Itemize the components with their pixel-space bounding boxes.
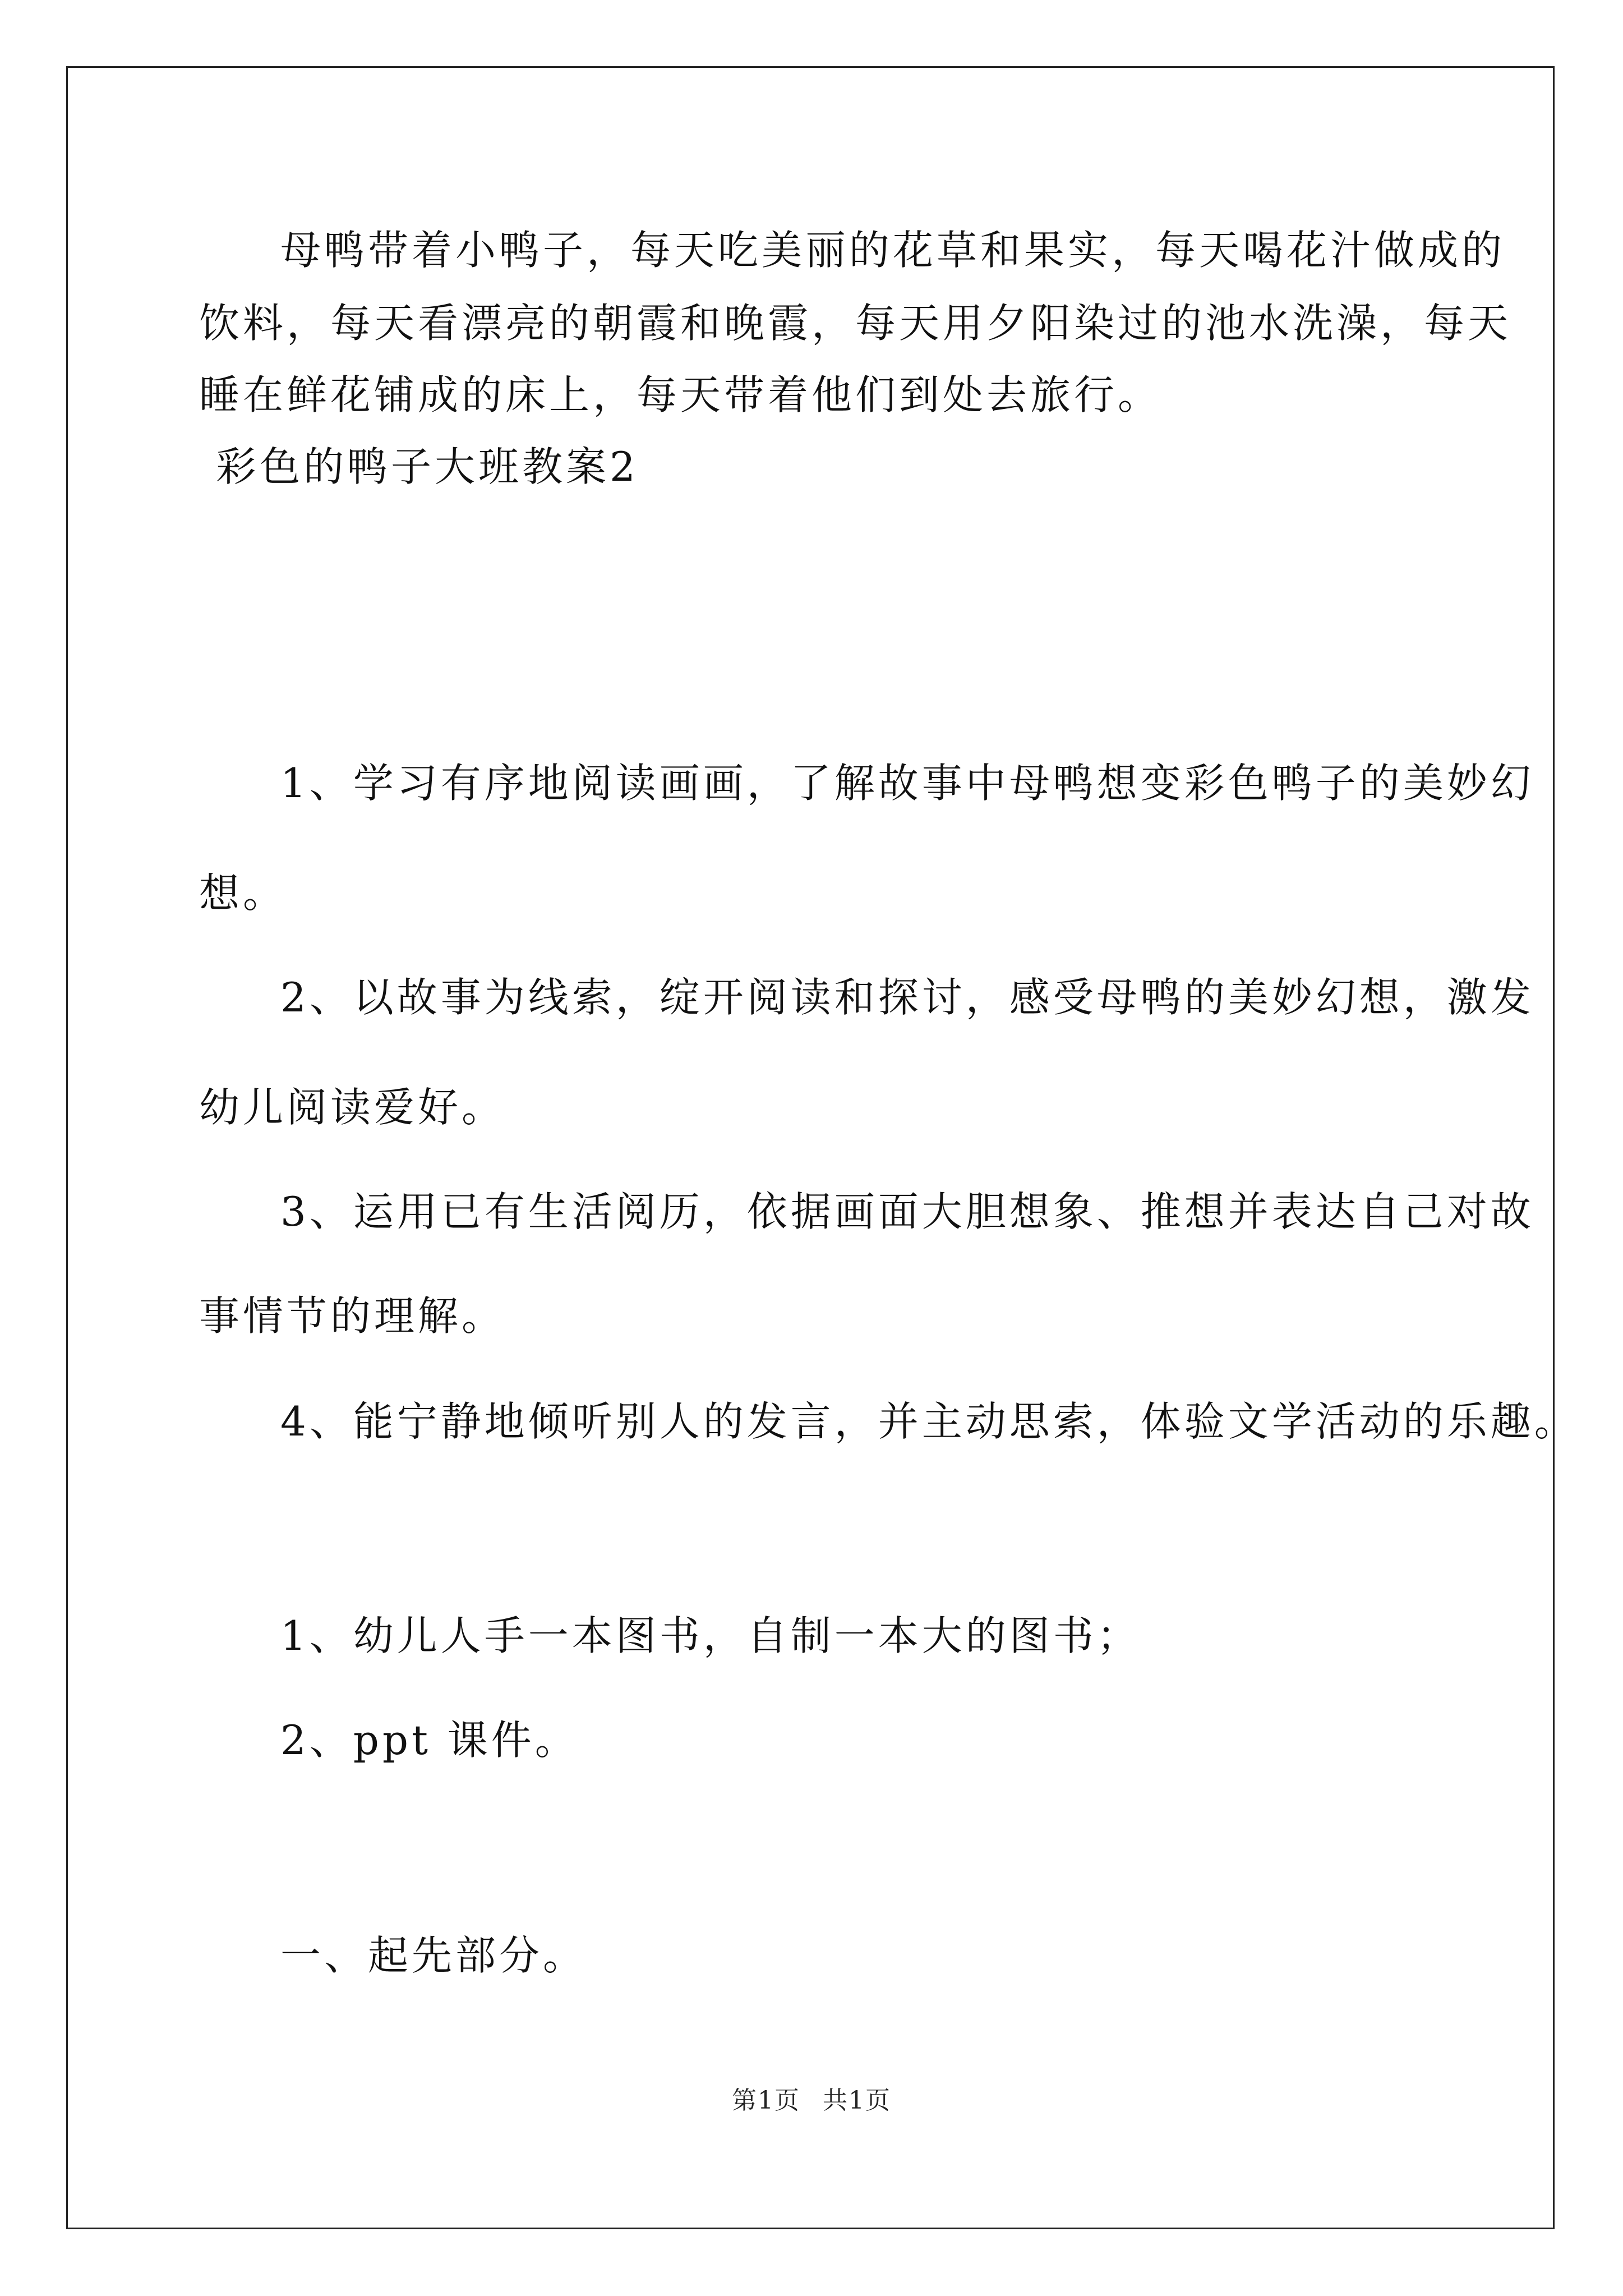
- goal-item-continued: 想。: [199, 869, 287, 917]
- paragraph-line: 睡在鲜花铺成的床上，每天带着他们到处去旅行。: [199, 371, 1162, 418]
- goal-item: 1、学习有序地阅读画画，了解故事中母鸭想变彩色鸭子的美妙幻: [280, 760, 1534, 807]
- process-heading: 一、起先部分。: [280, 1932, 587, 1979]
- goal-item: 2、以故事为线索，绽开阅读和探讨，感受母鸭的美妙幻想，激发: [280, 974, 1534, 1021]
- page-total: 共1页: [823, 2086, 891, 2115]
- paragraph-line: 母鸭带着小鸭子，每天吃美丽的花草和果实，每天喝花汁做成的: [280, 227, 1506, 274]
- preparation-item: 2、ppt 课件。: [280, 1717, 579, 1764]
- goal-item-continued: 幼儿阅读爱好。: [199, 1084, 506, 1131]
- paragraph-line: 饮料，每天看漂亮的朝霞和晚霞，每天用夕阳染过的池水洗澡，每天: [199, 300, 1512, 347]
- section-title: 彩色的鸭子大班教案2: [216, 443, 639, 490]
- goal-item-continued: 事情节的理解。: [199, 1292, 506, 1340]
- goal-item: 4、能宁静地倾听别人的发言，并主动思索，体验文学活动的乐趣。: [280, 1398, 1578, 1445]
- goal-item: 3、运用已有生活阅历，依据画面大胆想象、推想并表达自己对故: [280, 1188, 1534, 1235]
- page-footer: [0, 2088, 1623, 2113]
- page-number: 第1页: [732, 2086, 800, 2115]
- preparation-item: 1、幼儿人手一本图书，自制一本大的图书；: [280, 1612, 1141, 1659]
